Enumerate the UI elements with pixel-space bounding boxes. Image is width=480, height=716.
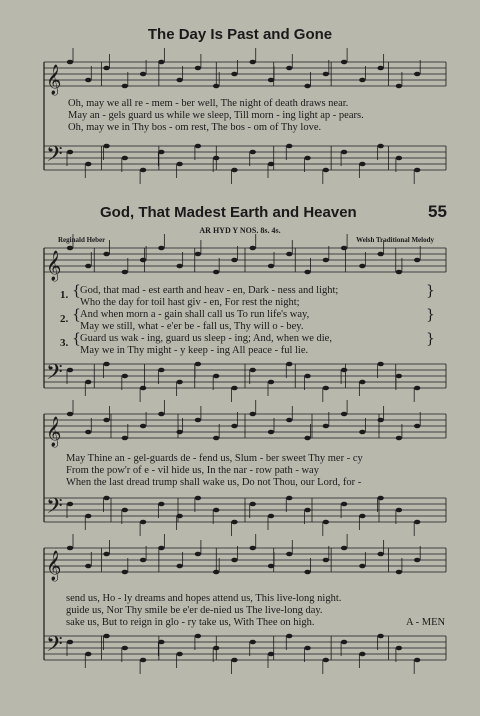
hymn1-note-head	[414, 72, 420, 77]
hymn2-system1-note-head	[396, 374, 402, 379]
hymn2-system2-note-head	[85, 430, 91, 435]
verse-brace-left-2: {	[72, 307, 81, 323]
hymn2-system3-note-head	[268, 564, 274, 569]
system3-lyric-line-2: guide us, Nor Thy smile be e'er de-nied us The live-long day.	[66, 605, 323, 616]
hymn2-system1-note-head	[377, 362, 383, 367]
author-credit: Reginald Heber	[58, 236, 106, 244]
hymn1-note-head	[304, 156, 310, 161]
hymn1-lyric-line-2: May an - gels guard us while we sleep, Till morn - ing light ap - pears.	[68, 110, 364, 121]
hymn2-system2-note-head	[67, 502, 73, 507]
hymn2-system2-note-head	[377, 496, 383, 501]
hymn2-system2-note-head	[176, 430, 182, 435]
hymn1-note-head	[122, 156, 128, 161]
hymn2-system2-note-head	[85, 514, 91, 519]
amen-text: A - MEN	[406, 617, 446, 628]
hymn2-system1-note-head	[359, 380, 365, 385]
hymn2-system2-note-head	[341, 412, 347, 417]
hymn1-note-head	[250, 60, 256, 65]
hymn2-system2-note-head	[396, 436, 402, 441]
hymn2-system3-note-head	[213, 570, 219, 575]
hymn1-note-head	[377, 66, 383, 71]
verse-brace-right-3: }	[426, 331, 435, 347]
hymn1-note-head	[122, 84, 128, 89]
verse-brace-left-1: {	[72, 283, 81, 299]
hymn2-system2-note-head	[103, 418, 109, 423]
hymn2-system1-note-head	[158, 368, 164, 373]
hymn2-system1-note-head	[67, 368, 73, 373]
hymn2-system2-note-head	[377, 418, 383, 423]
hymn2-system2-note-head	[140, 424, 146, 429]
hymn2-system1-note-head	[377, 252, 383, 257]
hymn1-note-head	[250, 150, 256, 155]
hymn2-system3-note-head	[67, 640, 73, 645]
hymn1-note-head	[304, 84, 310, 89]
hymn2-system2-note-head	[414, 520, 420, 525]
hymn1-note-head	[213, 84, 219, 89]
hymn2-system2-note-head	[158, 502, 164, 507]
hymn2-system1-note-head	[359, 264, 365, 269]
hymn2-system3-note-head	[341, 640, 347, 645]
hymn2-system2-note-head	[140, 520, 146, 525]
hymn2-system1-note-head	[85, 264, 91, 269]
hymn2-system1-note-head	[213, 374, 219, 379]
hymn2-system2-treble-clef-icon: 𝄞	[46, 417, 62, 447]
hymn1-note-head	[359, 162, 365, 167]
hymn2-system3-note-head	[195, 552, 201, 557]
hymn1-note-head	[85, 78, 91, 83]
system3-lyric-line-3: sake us, But to reign in glo - ry take us, With Thee on high.	[66, 617, 315, 628]
hymn2-system2-note-head	[268, 514, 274, 519]
hymn2-system1-note-head	[140, 258, 146, 263]
system1-lyric-line-2: Who the day for toil hast giv - en, For rest the night;	[80, 297, 300, 308]
hymn2-system2-note-head	[213, 436, 219, 441]
hymn2-system1-note-head	[213, 270, 219, 275]
hymn2-system3-note-head	[85, 652, 91, 657]
hymn2-system3-note-head	[176, 564, 182, 569]
hymn2-system2-note-head	[396, 508, 402, 513]
hymn1-note-head	[158, 150, 164, 155]
hymn1-note-head	[377, 144, 383, 149]
hymn-title-god-that-madest: God, That Madest Earth and Heaven	[100, 204, 357, 221]
hymn2-system3-note-head	[213, 646, 219, 651]
hymn2-system3-note-head	[158, 546, 164, 551]
hymn2-system3-note-head	[396, 570, 402, 575]
hymn2-system3-note-head	[122, 646, 128, 651]
hymn2-system2-note-head	[158, 412, 164, 417]
hymn1-note-head	[286, 66, 292, 71]
hymn2-system2-note-head	[414, 424, 420, 429]
hymn2-system3-note-head	[250, 546, 256, 551]
system2-lyric-line-1: May Thine an - gel-guards de - fend us, Slum - ber sweet Thy mer - cy	[66, 453, 363, 464]
hymn1-treble-clef-icon: 𝄞	[46, 65, 62, 95]
hymn2-system2-note-head	[176, 514, 182, 519]
hymn1-note-head	[140, 168, 146, 173]
hymn2-system2-note-head	[304, 508, 310, 513]
hymn1-note-head	[67, 60, 73, 65]
hymn2-system3-note-head	[140, 558, 146, 563]
hymn2-system1-note-head	[158, 246, 164, 251]
hymn2-system3-note-head	[231, 558, 237, 563]
system1-lyric-line-5: Guard us wak - ing, guard us sleep - ing; And, when we die,	[80, 333, 332, 344]
hymn2-system3-note-head	[176, 652, 182, 657]
hymn2-system1-note-head	[250, 246, 256, 251]
hymn2-system1-note-head	[140, 386, 146, 391]
hymn2-system3-note-head	[414, 558, 420, 563]
hymn2-system2-note-head	[341, 502, 347, 507]
hymn2-system3-note-head	[286, 552, 292, 557]
hymn2-system2-note-head	[250, 412, 256, 417]
system3-lyric-line-1: send us, Ho - ly dreams and hopes attend us, This live-long night.	[66, 593, 342, 604]
hymn2-system1-note-head	[103, 252, 109, 257]
hymn1-note-head	[323, 72, 329, 77]
hymn2-system2-note-head	[359, 430, 365, 435]
hymn-number: 55	[428, 202, 447, 221]
hymn1-note-head	[341, 150, 347, 155]
hymn2-system3-note-head	[158, 640, 164, 645]
hymn2-system1-note-head	[195, 252, 201, 257]
system1-lyric-line-1: God, that mad - est earth and heav - en, Dark - ness and light;	[80, 285, 339, 296]
hymn2-system3-note-head	[304, 646, 310, 651]
hymn2-system1-note-head	[268, 264, 274, 269]
hymn2-system3-note-head	[341, 546, 347, 551]
system2-lyric-line-2: From the pow'r of e - vil hide us, In the nar - row path - way	[66, 465, 319, 476]
hymn2-system3-note-head	[323, 558, 329, 563]
hymn2-system2-note-head	[195, 496, 201, 501]
hymn1-note-head	[195, 144, 201, 149]
hymn2-system2-note-head	[122, 436, 128, 441]
hymn2-system1-note-head	[122, 374, 128, 379]
tune-name: AR HYD Y NOS. 8s. 4s.	[199, 226, 281, 235]
hymn2-system2-note-head	[286, 418, 292, 423]
hymn2-system3-note-head	[377, 634, 383, 639]
hymn1-note-head	[176, 78, 182, 83]
hymn2-system2-note-head	[250, 502, 256, 507]
hymn2-system3-note-head	[359, 652, 365, 657]
hymn2-system2-note-head	[103, 496, 109, 501]
hymn1-note-head	[286, 144, 292, 149]
hymn2-system2-note-head	[359, 514, 365, 519]
hymn2-system1-note-head	[304, 374, 310, 379]
hymn1-note-head	[140, 72, 146, 77]
hymn1-note-head	[85, 162, 91, 167]
composer-credit: Welsh Traditional Melody	[356, 236, 434, 244]
hymn-title-day-is-past: The Day Is Past and Gone	[147, 26, 333, 43]
hymn2-system1-note-head	[341, 246, 347, 251]
hymn1-note-head	[231, 72, 237, 77]
hymn2-system1-note-head	[341, 368, 347, 373]
hymn2-system3-note-head	[122, 570, 128, 575]
hymn2-system1-note-head	[323, 386, 329, 391]
hymn2-system3-note-head	[231, 658, 237, 663]
hymn1-note-head	[268, 78, 274, 83]
verse-brace-right-2: }	[426, 307, 435, 323]
hymn1-note-head	[176, 162, 182, 167]
hymn2-system3-note-head	[323, 658, 329, 663]
hymn1-note-head	[67, 150, 73, 155]
hymn1-note-head	[268, 162, 274, 167]
hymn2-system1-note-head	[231, 258, 237, 263]
system1-lyric-line-4: May we still, what - e'er be - fall us, Thy will o - bey.	[80, 321, 304, 332]
hymn2-system2-bass-clef-icon: 𝄢	[46, 494, 63, 524]
hymn2-system1-note-head	[396, 270, 402, 275]
hymn2-system2-note-head	[268, 430, 274, 435]
hymn2-system2-note-head	[231, 424, 237, 429]
hymn2-system2-note-head	[231, 520, 237, 525]
hymn2-system1-note-head	[67, 246, 73, 251]
hymn2-system3-note-head	[286, 634, 292, 639]
hymn2-system1-note-head	[323, 258, 329, 263]
hymn2-system1-bass-clef-icon: 𝄢	[46, 360, 63, 390]
hymn2-system1-note-head	[268, 380, 274, 385]
hymn2-system3-note-head	[140, 658, 146, 663]
hymn2-system1-note-head	[304, 270, 310, 275]
hymn2-system3-note-head	[103, 634, 109, 639]
hymn1-bass-clef-icon: 𝄢	[46, 142, 63, 172]
verse-brace-left-3: {	[72, 331, 81, 347]
hymn2-system1-note-head	[103, 362, 109, 367]
hymn1-note-head	[158, 60, 164, 65]
system1-lyric-line-6: May we in Thy might - y keep - ing All peace - ful lie.	[80, 345, 309, 356]
hymn2-system3-note-head	[304, 570, 310, 575]
hymn1-note-head	[341, 60, 347, 65]
hymn1-note-head	[396, 156, 402, 161]
hymn2-system3-note-head	[103, 552, 109, 557]
hymn1-note-head	[103, 66, 109, 71]
hymn1-lyric-line-3: Oh, may we in Thy bos - om rest, The bos - om of Thy love.	[68, 122, 322, 133]
hymn2-system2-note-head	[323, 424, 329, 429]
hymn1-note-head	[414, 168, 420, 173]
hymn2-system1-note-head	[176, 264, 182, 269]
hymn2-system3-note-head	[377, 552, 383, 557]
hymn2-system1-note-head	[85, 380, 91, 385]
verse-brace-right-1: }	[426, 283, 435, 299]
hymn2-system2-note-head	[323, 520, 329, 525]
hymn1-note-head	[359, 78, 365, 83]
hymn1-note-head	[103, 144, 109, 149]
system1-lyric-line-3: And when morn a - gain shall call us To run life's way,	[80, 309, 310, 320]
hymn2-system3-note-head	[85, 564, 91, 569]
hymn2-system3-bass-clef-icon: 𝄢	[46, 632, 63, 662]
verse-number-1: 1.	[60, 289, 69, 301]
hymn2-system3-note-head	[414, 658, 420, 663]
hymn2-system2-note-head	[286, 496, 292, 501]
hymn2-system3-treble-clef-icon: 𝄞	[46, 551, 62, 581]
hymn2-system2-note-head	[213, 508, 219, 513]
hymn2-system1-note-head	[195, 362, 201, 367]
hymn2-system1-note-head	[414, 386, 420, 391]
hymn1-note-head	[323, 168, 329, 173]
hymn2-system1-note-head	[286, 252, 292, 257]
hymn1-note-head	[396, 84, 402, 89]
hymn2-system2-note-head	[122, 508, 128, 513]
hymn2-system3-note-head	[359, 564, 365, 569]
hymn2-system1-note-head	[122, 270, 128, 275]
hymn2-system2-note-head	[67, 412, 73, 417]
hymn1-lyric-line-1: Oh, may we all re - mem - ber well, The night of death draws near.	[68, 98, 349, 109]
hymn2-system1-note-head	[414, 258, 420, 263]
hymn2-system1-note-head	[286, 362, 292, 367]
hymn2-system1-treble-clef-icon: 𝄞	[46, 251, 62, 281]
hymn1-note-head	[213, 156, 219, 161]
hymn2-system3-note-head	[67, 546, 73, 551]
hymn2-system2-note-head	[195, 418, 201, 423]
hymn2-system1-note-head	[176, 380, 182, 385]
hymn2-system3-note-head	[268, 652, 274, 657]
hymn2-system2-note-head	[304, 436, 310, 441]
hymn2-system3-note-head	[250, 640, 256, 645]
hymn2-system3-note-head	[195, 634, 201, 639]
hymn1-note-head	[195, 66, 201, 71]
verse-number-3: 3.	[60, 337, 69, 349]
verse-number-2: 2.	[60, 313, 69, 325]
hymn2-system3-note-head	[396, 646, 402, 651]
system2-lyric-line-3: When the last dread trump shall wake us, Do not Thou, our Lord, for -	[66, 477, 362, 488]
hymn1-note-head	[231, 168, 237, 173]
hymn2-system1-note-head	[250, 368, 256, 373]
hymn2-system1-note-head	[231, 386, 237, 391]
